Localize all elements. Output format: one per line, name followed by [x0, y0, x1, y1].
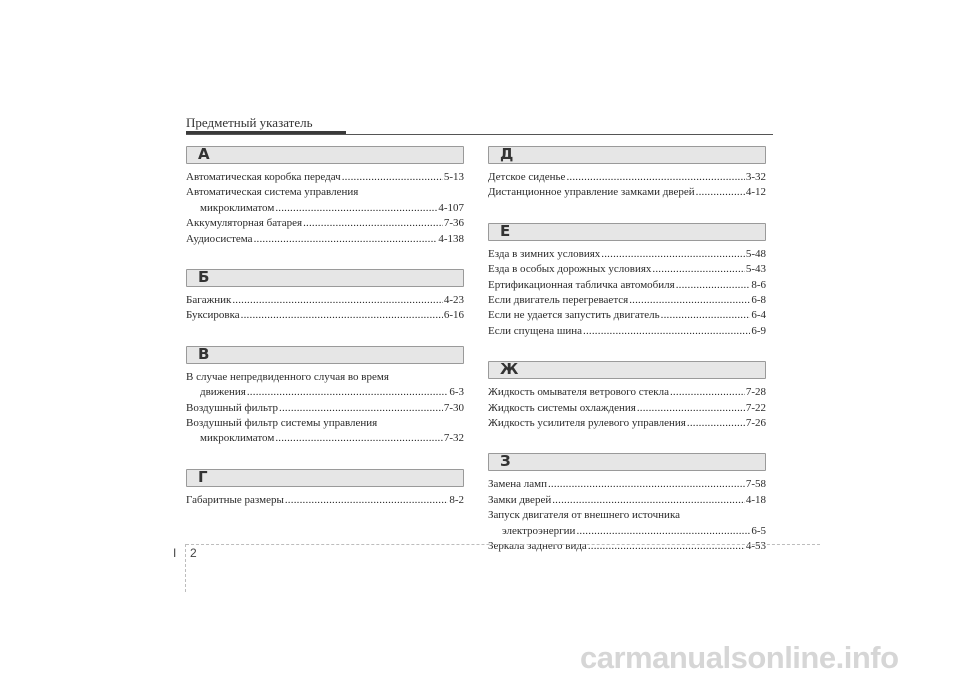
index-entry-text: Если двигатель перегревается [488, 294, 629, 307]
index-entry [186, 385, 464, 400]
section-letter-bar [488, 223, 766, 241]
dot-leader [696, 185, 745, 200]
section-letter: Г [198, 467, 208, 486]
dot-leader [629, 293, 750, 308]
index-entry [488, 493, 766, 508]
dot-leader [279, 401, 443, 416]
index-page-ref: 7-32 [443, 432, 464, 445]
index-entry-text: Аккумуляторная батарея [186, 217, 303, 230]
dot-leader [566, 170, 744, 185]
index-entry-text: В случае непредвиденного случая во время [186, 370, 389, 383]
index-entry [488, 416, 766, 431]
dot-leader [247, 385, 448, 400]
index-entry [488, 524, 766, 539]
index-entry-text: движения [200, 386, 246, 399]
index-entry [186, 416, 464, 431]
section-letter: Ж [500, 360, 519, 379]
index-entry [488, 170, 766, 185]
index-entry-list [186, 170, 464, 247]
index-entry [488, 262, 766, 277]
index-entry [488, 539, 766, 554]
section-letter: Е [500, 221, 511, 240]
index-entry-text: Замена ламп [488, 478, 547, 491]
index-entry-text: микроклиматом [200, 201, 275, 214]
index-entry-text: Жидкость омывателя ветрового стекла [488, 386, 669, 399]
index-entry-text: Если не удается запустить двигатель [488, 309, 660, 322]
index-entry-list [488, 477, 766, 554]
dot-leader [285, 493, 448, 508]
index-page-ref: 8-6 [751, 278, 766, 291]
index-entry-text: электроэнергии [502, 524, 576, 537]
index-entry [186, 308, 464, 323]
index-entry-text: Буксировка [186, 309, 240, 322]
index-entry [488, 293, 766, 308]
footer-page-number: 2 [190, 546, 197, 560]
index-page-ref: 4-18 [745, 493, 766, 506]
dot-leader [652, 262, 744, 277]
footer-vertical-rule [185, 544, 186, 592]
index-page-ref: 4-107 [438, 201, 464, 214]
index-page-ref: 4-138 [438, 232, 464, 245]
index-entry-text: Воздушный фильтр системы управления [186, 417, 378, 430]
index-entry-text: микроклиматом [200, 432, 275, 445]
index-entry [186, 431, 464, 446]
index-entry-text: Габаритные размеры [186, 493, 284, 506]
index-page-ref: 7-36 [443, 217, 464, 230]
index-page-ref: 7-30 [443, 401, 464, 414]
index-entry [488, 308, 766, 323]
index-entry [186, 401, 464, 416]
dot-leader [342, 170, 443, 185]
index-entry-text: Автоматическая система управления [186, 186, 359, 199]
index-page-ref: 4-12 [745, 186, 766, 199]
index-entry-text: Езда в особых дорожных условиях [488, 263, 652, 276]
section-letter-bar [186, 146, 464, 164]
index-page-ref: 7-22 [745, 401, 766, 414]
dot-leader [661, 308, 751, 323]
section-letter: Б [198, 268, 210, 287]
index-entry-text: Аудиосистема [186, 232, 253, 245]
index-page-ref: 4-53 [745, 540, 766, 553]
dot-leader [552, 493, 745, 508]
index-entry [488, 185, 766, 200]
index-entry-list [488, 385, 766, 431]
index-entry-text: Езда в зимних условиях [488, 247, 601, 260]
index-page-ref: 6-16 [443, 309, 464, 322]
index-entry-text: Автоматическая коробка передач [186, 171, 341, 183]
index-entry-text: Жидкость усилителя рулевого управления [488, 417, 686, 430]
index-page-ref: 4-23 [443, 294, 464, 307]
title-rule [186, 134, 773, 135]
index-entry-list [488, 170, 766, 201]
dot-leader [275, 431, 443, 446]
index-entry [488, 401, 766, 416]
index-entry [488, 278, 766, 293]
index-page-ref: 5-48 [745, 247, 766, 260]
dot-leader [637, 401, 745, 416]
index-entry-list [186, 493, 464, 508]
index-entry-list [488, 247, 766, 339]
section-letter-bar [488, 146, 766, 164]
index-entry [186, 185, 464, 200]
index-page-ref: 6-3 [449, 386, 464, 399]
index-entry-text: Дистанционное управление замками дверей [488, 186, 695, 199]
index-entry-text: Багажник [186, 294, 232, 307]
index-entry-text: Замки дверей [488, 493, 552, 506]
index-entry [488, 508, 766, 523]
index-entry-text: Если спущена шина [488, 324, 582, 337]
index-entry [488, 247, 766, 262]
section-letter: А [198, 145, 210, 163]
index-page-ref: 6-4 [751, 309, 766, 322]
index-page-ref: 6-5 [751, 524, 766, 537]
index-column-left [186, 146, 464, 530]
dot-leader [548, 477, 745, 492]
dot-leader [254, 232, 438, 247]
index-entry-text: Ертификационная табличка автомобиля [488, 278, 675, 291]
watermark: carmanualsonline.info [580, 640, 899, 675]
index-page-ref: 6-8 [751, 294, 766, 307]
index-entry [186, 493, 464, 508]
dot-leader [670, 385, 745, 400]
index-entry-text: Жидкость системы охлаждения [488, 401, 636, 414]
section-letter-bar [488, 453, 766, 471]
index-entry-text: Зеркала заднего вида [488, 540, 587, 553]
section-letter-bar [186, 346, 464, 364]
index-page-ref: 7-26 [745, 417, 766, 430]
index-entry [488, 385, 766, 400]
page-title: Предметный указатель [186, 115, 313, 130]
index-page-ref: 5-13 [443, 171, 464, 183]
dot-leader [275, 201, 437, 216]
index-entry [488, 477, 766, 492]
section-letter: В [198, 344, 210, 363]
index-page-ref: 8-2 [449, 493, 464, 506]
dot-leader [576, 524, 750, 539]
section-letter-bar [186, 269, 464, 287]
index-column-right [488, 146, 766, 577]
section-letter: З [500, 452, 511, 471]
index-entry-text: Запуск двигателя от внешнего источника [488, 509, 681, 522]
footer-section: I [173, 546, 177, 560]
dot-leader [303, 216, 443, 231]
index-entry-list [186, 293, 464, 324]
index-entry [186, 216, 464, 231]
section-letter-bar [488, 361, 766, 379]
dot-leader [232, 293, 443, 308]
index-entry-text: Детское сиденье [488, 171, 566, 183]
index-page-ref: 3-32 [745, 171, 766, 183]
index-entry-list [186, 370, 464, 447]
index-entry [488, 324, 766, 339]
index-page-ref: 6-9 [751, 324, 766, 337]
index-entry [186, 370, 464, 385]
dot-leader [588, 539, 745, 554]
dot-leader [601, 247, 745, 262]
index-entry [186, 232, 464, 247]
index-page-ref: 5-43 [745, 263, 766, 276]
dot-leader [241, 308, 443, 323]
dot-leader [676, 278, 751, 293]
index-entry [186, 170, 464, 185]
dot-leader [583, 324, 750, 339]
index-entry [186, 201, 464, 216]
index-page-ref: 7-28 [745, 386, 766, 399]
index-page-ref: 7-58 [745, 478, 766, 491]
index-entry-text: Воздушный фильтр [186, 401, 279, 414]
section-letter-bar [186, 469, 464, 487]
section-letter: Д [500, 145, 514, 163]
dot-leader [687, 416, 745, 431]
footer-rule [186, 544, 820, 545]
index-entry [186, 293, 464, 308]
